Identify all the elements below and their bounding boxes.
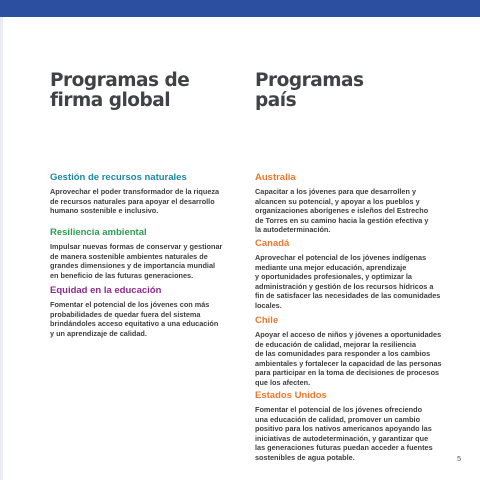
text-line: grandes dimensiones y de importancia mundial — [50, 261, 216, 271]
heading-line: Programas de — [50, 70, 190, 91]
section-text — [255, 330, 470, 388]
text-line: de recursos naturales para apoyar el desarrollo — [50, 196, 215, 206]
text-line: de Torres en su camino hacia la gestión efectiva y — [255, 215, 429, 225]
text-line: para participar en la toma de decisiones de procesos — [255, 368, 440, 378]
section-chile — [255, 315, 470, 390]
page-number: 5 — [457, 454, 462, 463]
section-title: Canadá — [255, 238, 290, 249]
section-united-states — [255, 390, 470, 463]
text-line: humano sostenible e inclusivo. — [50, 206, 159, 216]
section-title: Chile — [255, 315, 279, 326]
section-text — [255, 405, 470, 463]
heading-line: firma global — [50, 90, 171, 111]
text-line: sostenibles de agua potable. — [255, 452, 355, 462]
text-line: administración y gestión de los recursos hídricos a — [255, 281, 434, 291]
country-programs-heading — [255, 71, 445, 111]
text-line: positivo para los nativos americanos apoyando las — [255, 424, 432, 434]
text-line: organizaciones aborígenes e isleños del Estrecho — [255, 206, 429, 216]
heading-line: país — [255, 90, 297, 111]
text-line: Aprovechar el potencial de los jóvenes indígenas — [255, 253, 427, 262]
section-text — [50, 187, 250, 216]
text-line: Impulsar nuevas formas de conservar y gestionar — [50, 242, 223, 251]
text-line: iniciativas de autodeterminación, y garantizar que — [255, 433, 429, 443]
text-line: de educación de calidad, mejorar la resiliencia — [255, 339, 417, 349]
text-line: y oportunidades profesionales, y optimizar la — [255, 272, 412, 282]
text-line: las generaciones futuras puedan acceder a fuentes — [255, 443, 433, 453]
section-title: Equidad en la educación — [50, 285, 162, 296]
text-line: que los afecten. — [255, 377, 311, 387]
section-environmental-resilience — [50, 227, 250, 285]
text-line: mediante una mejor educación, aprendizaje — [255, 262, 407, 272]
text-line: probabilidades de quedar fuera del sistema — [50, 309, 201, 319]
section-title: Resiliencia ambiental — [50, 227, 147, 238]
text-line: fin de satisfacer las necesidades de las comunidades — [255, 291, 441, 301]
country-programs-column — [255, 172, 470, 463]
text-line: Capacitar a los jóvenes para que desarrollen y — [255, 187, 417, 196]
section-text — [255, 187, 470, 235]
global-programs-heading — [50, 71, 240, 111]
text-line: y un aprendizaje de calidad. — [50, 328, 147, 338]
section-title: Gestión de recursos naturales — [50, 172, 187, 183]
section-text — [255, 253, 470, 311]
text-line: ambientales y fortalecer la capacidad de las personas — [255, 358, 442, 368]
text-line: brindándoles acceso equitativo a una educación — [50, 319, 219, 329]
text-line: una educación de calidad, promover un cambio — [255, 414, 421, 424]
section-title: Australia — [255, 172, 296, 183]
section-education-equity — [50, 285, 250, 338]
heading-line: Programas — [255, 70, 364, 91]
text-line: de manera sostenible ambientes naturales de — [50, 251, 208, 261]
text-line: Fomentar el potencial de los jóvenes con más — [50, 300, 210, 309]
top-color-bar — [0, 0, 480, 17]
text-line: la autodeterminación. — [255, 225, 331, 235]
text-line: Aprovechar el poder transformador de la riqueza — [50, 187, 220, 196]
text-line: Fomentar el potencial de los jóvenes ofreciendo — [255, 405, 423, 414]
text-line: alcancen su potencial, y apoyar a los pueblos y — [255, 196, 420, 206]
section-canada — [255, 238, 470, 315]
global-programs-column — [50, 172, 250, 338]
text-line: locales. — [255, 300, 282, 310]
section-text — [50, 300, 250, 338]
section-australia — [255, 172, 470, 238]
text-line: de las comunidades para responder a los cambios — [255, 349, 431, 359]
section-text — [50, 242, 250, 280]
text-line: en beneficio de las futuras generaciones. — [50, 270, 194, 280]
section-natural-resources — [50, 172, 250, 227]
page-edge-strip — [0, 17, 3, 480]
section-title: Estados Unidos — [255, 390, 327, 401]
text-line: Apoyar el acceso de niños y jóvenes a oportunidades — [255, 330, 442, 339]
